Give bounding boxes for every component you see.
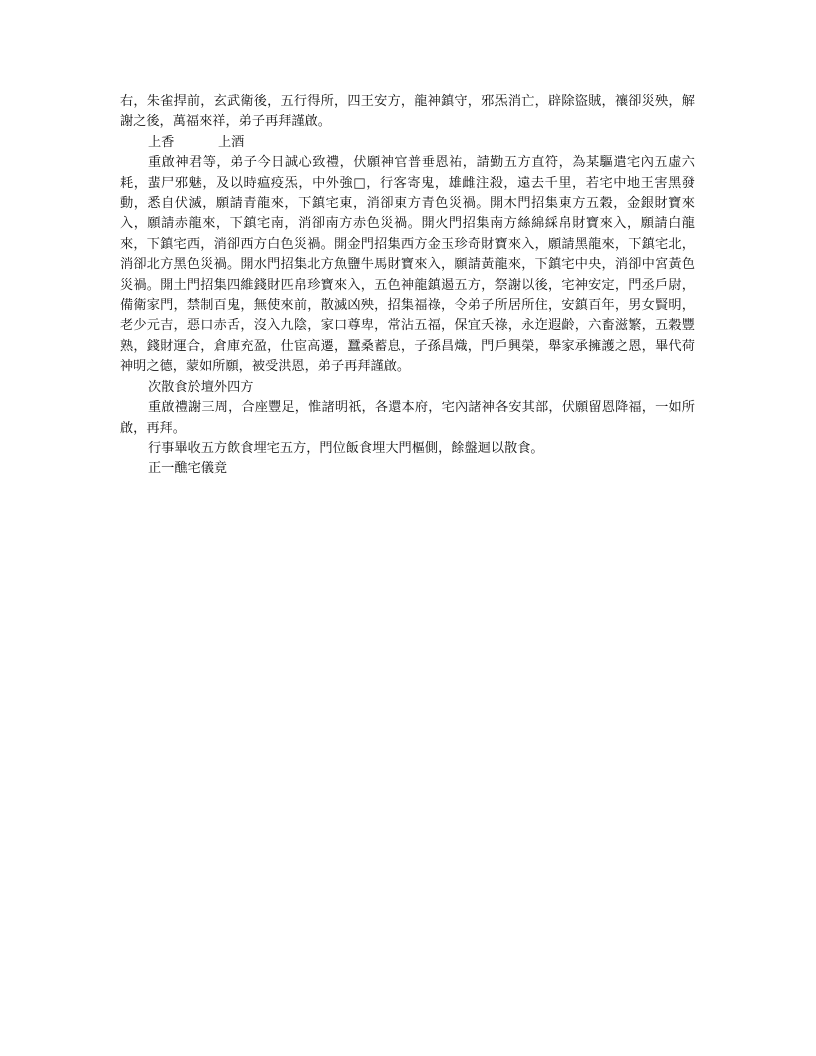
paragraph-invocation: 重啟神君等，弟子今日誠心致禮，伏願神官普垂恩祐，請勤五方直符，為某驅遣宅內五虛六耗，蜚尸邪魅，及以時瘟疫炁，中外強□，行客寄鬼，雄雌注殺，遠去千里，若宅中地王害黑發動，悉自伏滅，願請青龍來，下鎮宅東，消卻東方青色災禍。開木門招集東方五穀，金銀財寶來入，願請赤龍來，下鎮宅南，消卻南方赤色災禍。開火門招集南方絲綿綵帛財寶來入，願請白龍來，下鎮宅西，消卻西方白色災禍。開金門招集西方金玉珍奇財寶來入，願請黑龍來，下鎮宅北，消卻北方黑色災禍。開水門招集北方魚鹽牛馬財寶來入，願請黃龍來，下鎮宅中央，消卻中宮黃色災禍。開土門招集四維錢財匹帛珍寶來入，五色神龍鎮遏五方，祭謝以後，宅神安定，門丞戶尉，備衛家門，禁制百鬼，無使來前，散滅凶殃，招集福祿，令弟子所居所住，安鎮百年，男女賢明，老少元吉，惡口赤舌，沒入九陰，家口尊卑，常沾五福，保宜夭祿，永迮遐齡，六畜滋繁，五穀豐熟，錢財運合，倉庫充盈，仕宦高遷，蠶桑蓄息，子孫昌熾，門戶興榮，舉家承擁護之恩，畢代荷神明之德，蒙如所願，被受洪恩，弟子再拜謹啟。 <box>120 155 695 375</box>
paragraph-closing: 正一醮宅儀竟 <box>148 461 228 477</box>
paragraph-thanks: 重啟禮謝三周，合座豐足，惟諸明祇，各還本府，宅內諸神各安其部，伏願留恩降福，一如所啟，再拜。 <box>120 400 695 436</box>
document-body <box>120 92 695 480</box>
offering-headings <box>120 133 695 153</box>
heading-wine: 上酒 <box>218 134 245 150</box>
paragraph-scatter-food: 次散食於壇外四方 <box>148 379 254 395</box>
heading-incense: 上香 <box>148 134 175 150</box>
paragraph-burial: 行事畢收五方飲食埋宅五方，門位飯食埋大門樞側，餘盤迴以散食。 <box>148 440 544 456</box>
paragraph-opening: 右，朱雀捍前，玄武衛後，五行得所，四王安方，龍神鎮守，邪炁消亡，辟除盜賊，禳卻災殃，解謝之後，萬福來祥，弟子再拜謹啟。 <box>120 94 695 130</box>
